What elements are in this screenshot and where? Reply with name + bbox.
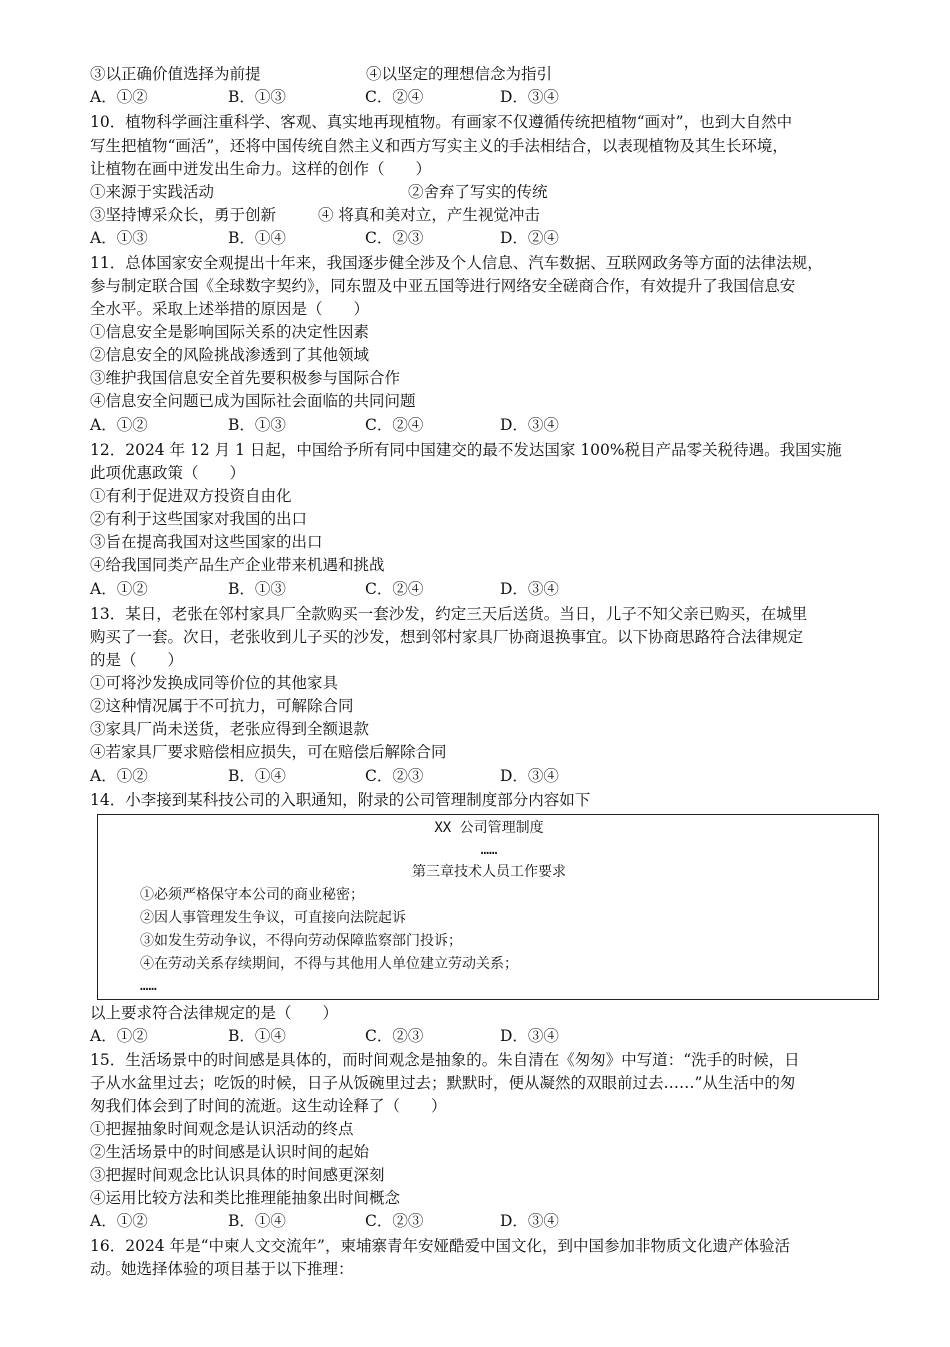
company-rules-title: XX 公司管理制度 — [434, 820, 544, 836]
q14-answer-a: A．①② — [90, 1027, 148, 1045]
company-rule-4: ④在劳动关系存续期间，不得与其他用人单位建立劳动关系； — [140, 956, 518, 972]
q10-answer-b: B．①④ — [228, 229, 286, 247]
company-rules-ellipsis-bottom: …… — [140, 978, 157, 994]
q9-answer-c: C．②④ — [365, 88, 424, 106]
q14-question: 以上要求符合法律规定的是（ ） — [90, 1004, 339, 1022]
q11-stem-line-2: 参与制定联合国《全球数字契约》，同东盟及中亚五国等进行网络安全磋商合作，有效提升了我国信息安 — [90, 277, 796, 295]
q12-option-1: ①有利于促进双方投资自由化 — [90, 487, 292, 505]
q12-answer-c: C．②④ — [365, 580, 424, 598]
q12-option-2: ②有利于这些国家对我国的出口 — [90, 510, 308, 528]
q12-option-4: ④给我国同类产品生产企业带来机遇和挑战 — [90, 556, 385, 574]
q11-option-3: ③维护我国信息安全首先要积极参与国际合作 — [90, 369, 401, 387]
q14-answer-b: B．①④ — [228, 1027, 286, 1045]
company-rules-ellipsis-top: …… — [480, 842, 498, 858]
q13-answer-d: D．③④ — [500, 767, 559, 785]
q13-answer-c: C．②③ — [365, 767, 424, 785]
q14-answer-d: D．③④ — [500, 1027, 559, 1045]
q10-stem-line-2: 写生把植物“画活”，还将中国传统自然主义和西方写实主义的手法相结合，以表现植物及其生长环境， — [90, 137, 788, 155]
q14-answer-c: C．②③ — [365, 1027, 424, 1045]
q11-option-2: ②信息安全的风险挑战渗透到了其他领域 — [90, 346, 370, 364]
q11-answer-b: B．①③ — [228, 416, 286, 434]
q14-stem: 14．小李接到某科技公司的入职通知，附录的公司管理制度部分内容如下 — [90, 791, 591, 809]
q12-stem-line-2: 此项优惠政策（ ） — [90, 464, 246, 482]
q15-answer-d: D．③④ — [500, 1212, 559, 1230]
q13-option-4: ④若家具厂要求赔偿相应损失，可在赔偿后解除合同 — [90, 743, 447, 761]
q10-option-4: ④ 将真和美对立，产生视觉冲击 — [318, 206, 540, 224]
q10-answer-c: C．②③ — [365, 229, 424, 247]
q11-option-4: ④信息安全问题已成为国际社会面临的共同问题 — [90, 392, 416, 410]
company-rules-chapter: 第三章技术人员工作要求 — [412, 864, 566, 880]
q9-option-3: ③以正确价值选择为前提 — [90, 65, 261, 83]
q9-answer-b: B．①③ — [228, 88, 286, 106]
q15-option-1: ①把握抽象时间观念是认识活动的终点 — [90, 1120, 354, 1138]
q15-stem-line-2: 子从水盆里过去；吃饭的时候，日子从饭碗里过去；默默时，便从凝然的双眼前过去……”从生活中的匆 — [90, 1074, 796, 1092]
q13-option-1: ①可将沙发换成同等价位的其他家具 — [90, 674, 339, 692]
company-rules-box — [97, 814, 879, 1000]
q13-option-3: ③家具厂尚未送货，老张应得到全额退款 — [90, 720, 370, 738]
q15-stem-line-1: 15．生活场景中的时间感是具体的，而时间观念是抽象的。朱自清在《匆匆》中写道：“洗手的时候，日 — [90, 1051, 800, 1069]
q15-answer-b: B．①④ — [228, 1212, 286, 1230]
q13-stem-line-1: 13．某日，老张在邻村家具厂全款购买一套沙发，约定三天后送货。当日，儿子不知父亲已购买，在城里 — [90, 605, 808, 623]
q13-answer-b: B．①④ — [228, 767, 286, 785]
q10-stem-line-1: 10．植物科学画注重科学、客观、真实地再现植物。有画家不仅遵循传统把植物“画对”，也到大自然中 — [90, 113, 793, 131]
q12-option-3: ③旨在提高我国对这些国家的出口 — [90, 533, 323, 551]
q10-answer-a: A．①③ — [90, 229, 148, 247]
q11-answer-d: D．③④ — [500, 416, 559, 434]
q11-answer-c: C．②④ — [365, 416, 424, 434]
q10-answer-d: D．②④ — [500, 229, 559, 247]
q13-stem-line-2: 购买了一套。次日，老张收到儿子买的沙发，想到邻村家具厂协商退换事宜。以下协商思路符合法律规定 — [90, 628, 804, 646]
q9-answer-a: A．①② — [90, 88, 148, 106]
q11-answer-a: A．①② — [90, 416, 148, 434]
company-rule-1: ①必须严格保守本公司的商业秘密； — [140, 887, 364, 903]
q9-option-4: ④以坚定的理想信念为指引 — [366, 65, 553, 83]
q15-stem-line-3: 匆我们体会到了时间的流逝。这生动诠释了（ ） — [90, 1097, 447, 1115]
q15-option-2: ②生活场景中的时间感是认识时间的起始 — [90, 1143, 370, 1161]
q9-answer-d: D．③④ — [500, 88, 559, 106]
q13-option-2: ②这种情况属于不可抗力，可解除合同 — [90, 697, 354, 715]
q11-stem-line-3: 全水平。采取上述举措的原因是（ ） — [90, 300, 370, 318]
q10-option-1: ①来源于实践活动 — [90, 183, 215, 201]
q16-stem-line-1: 16．2024 年是“中柬人文交流年”，柬埔寨青年安娅酷爱中国文化，到中国参加非物质文化遗产体验活 — [90, 1237, 790, 1255]
q10-option-2: ②舍弃了写实的传统 — [408, 183, 548, 201]
q15-option-4: ④运用比较方法和类比推理能抽象出时间概念 — [90, 1189, 401, 1207]
q16-stem-line-2: 动。她选择体验的项目基于以下推理： — [90, 1260, 354, 1278]
q15-option-3: ③把握时间观念比认识具体的时间感更深刻 — [90, 1166, 385, 1184]
q12-stem-line-1: 12．2024 年 12 月 1 日起，中国给予所有同中国建交的最不发达国家 100%税目产品零关税待遇。我国实施 — [90, 441, 842, 459]
q13-stem-line-3: 的是（ ） — [90, 651, 184, 669]
q12-answer-d: D．③④ — [500, 580, 559, 598]
q10-option-3: ③坚持博采众长，勇于创新 — [90, 206, 277, 224]
q15-answer-c: C．②③ — [365, 1212, 424, 1230]
q10-stem-line-3: 让植物在画中迸发出生命力。这样的创作（ ） — [90, 160, 432, 178]
q11-option-1: ①信息安全是影响国际关系的决定性因素 — [90, 323, 370, 341]
company-rule-3: ③如发生劳动争议，不得向劳动保障监察部门投诉； — [140, 933, 462, 949]
q12-answer-b: B．①③ — [228, 580, 286, 598]
q12-answer-a: A．①② — [90, 580, 148, 598]
q13-answer-a: A．①② — [90, 767, 148, 785]
q11-stem-line-1: 11．总体国家安全观提出十年来，我国逐步健全涉及个人信息、汽车数据、互联网政务等方面的法律法规， — [90, 254, 823, 272]
q15-answer-a: A．①② — [90, 1212, 148, 1230]
company-rule-2: ②因人事管理发生争议，可直接向法院起诉 — [140, 910, 406, 926]
